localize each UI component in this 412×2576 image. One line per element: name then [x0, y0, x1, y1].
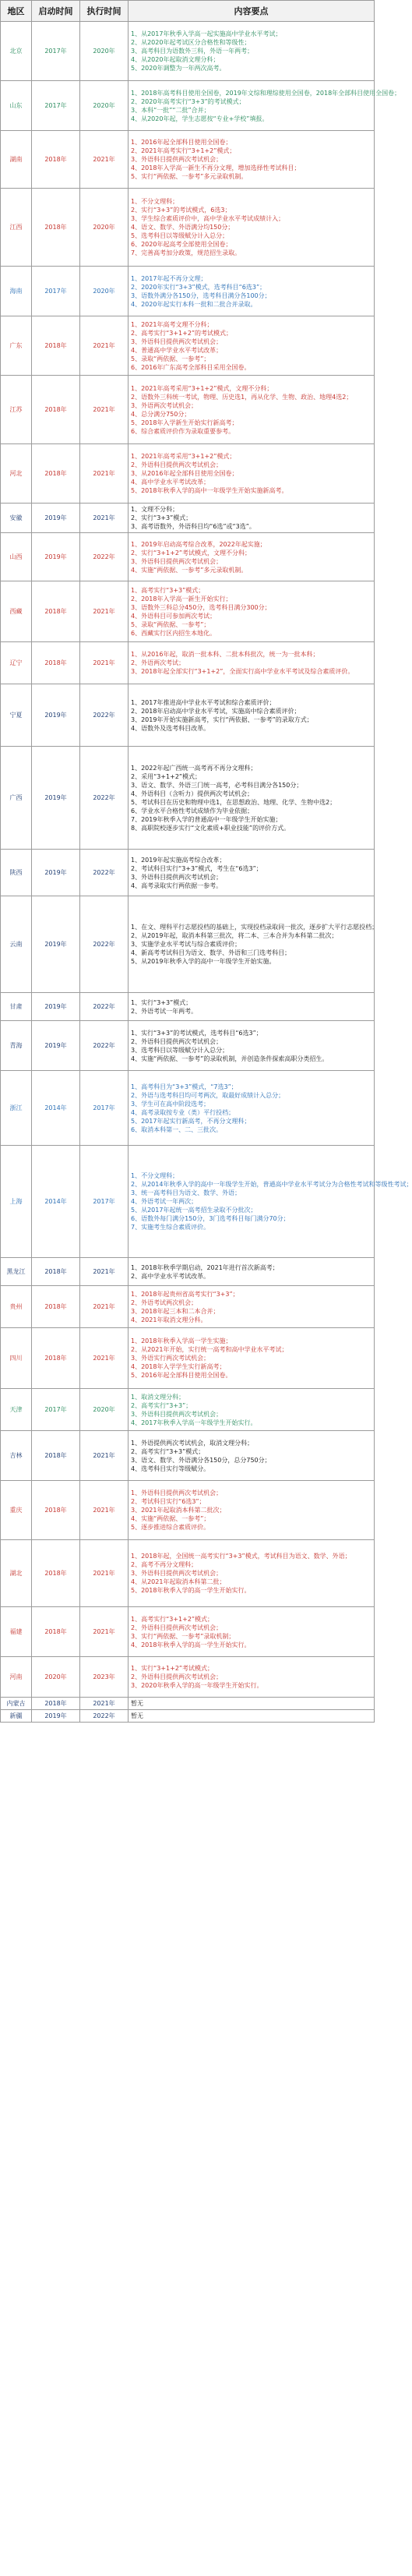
- exec-time-cell: 2022年: [80, 850, 129, 896]
- exec-time-cell: 2021年: [80, 581, 129, 642]
- content-point: 2、2020年高考实行“3+3”的考试模式；: [131, 97, 245, 105]
- content-point: 5、从2019年秋季入学的高中一年级学生开始实施。: [131, 958, 276, 965]
- content-point: 4、高考录取按专业（类）平行投档；: [131, 1108, 235, 1116]
- exec-time-cell: 2022年: [80, 747, 129, 850]
- content-point: 5、录取“两依据、一参考”；: [131, 355, 210, 362]
- content-point: 3、2020年秋季入学的高一年级学生开始实行。: [131, 1682, 263, 1689]
- content-point: 2、2020年实行“3+3”模式，选考科目“6选3”；: [131, 283, 266, 291]
- content-point: 2、实行“3+3”模式；: [131, 514, 192, 521]
- region-cell: 重庆: [1, 1481, 32, 1540]
- content-point: 4、语数外及选考科目改革。: [131, 724, 210, 732]
- exec-time-cell: 2021年: [80, 1328, 129, 1389]
- content-point: 3、实施学业水平考试与综合素质评价；: [131, 941, 241, 948]
- content-point: 2、2018年启动高中学业水平考试，实施高中综合素质评价；: [131, 707, 301, 715]
- content-cell: [129, 504, 375, 533]
- content-point: 3、高考科目为语数外三科，外语一年两考；: [131, 48, 254, 55]
- table-row: [1, 267, 375, 316]
- content-point: 3、2019年开始实施新高考，实行“两依据、一参考”的录取方式；: [131, 716, 313, 723]
- content-point: 7、完善高考加分政策，规范招生录取。: [131, 249, 241, 256]
- region-cell: 江西: [1, 189, 32, 267]
- table-row: [1, 1710, 375, 1723]
- exec-time-cell: 2020年: [80, 22, 129, 81]
- content-point: 4、普通高中学业水平考试改革；: [131, 346, 223, 354]
- content-point: 1、2021年高考采用“3+1+2”模式；: [131, 453, 236, 460]
- content-point: 4、2017年秋季入学高一年级学生开始实行。: [131, 1419, 257, 1426]
- content-point: 1、从2016年起，取消一批本科、二批本科批次，统一为一批本科；: [131, 651, 319, 658]
- exec-time-cell: 2021年: [80, 316, 129, 376]
- start-time-cell: 2019年: [32, 533, 80, 581]
- content-point: 1、2018年起贵州省高考实行“3+3”；: [131, 1290, 239, 1298]
- region-cell: 湖南: [1, 131, 32, 189]
- content-point: 5、2018年秋季入学的高中一年级学生开始实施新高考。: [131, 487, 288, 494]
- content-point: 3、语文、数学、外语满分各150分，总分750分；: [131, 1456, 271, 1464]
- exec-time-cell: 2022年: [80, 1021, 129, 1071]
- table-row: [1, 81, 375, 131]
- content-point: 5、2020年调整为一年两次高考。: [131, 65, 226, 72]
- region-cell: 广东: [1, 316, 32, 376]
- content-point: 3、从2016年起全部科目使用全国卷；: [131, 470, 238, 477]
- content-point: 6、综合素质评价作为录取重要参考。: [131, 427, 235, 435]
- content-point: 3、外语两次考试机会；: [131, 401, 198, 409]
- content-point: 4、高中学业水平考试改革；: [131, 479, 210, 486]
- content-cell: [129, 581, 375, 642]
- header-start-time: 启动时间: [32, 1, 80, 22]
- region-cell: 河南: [1, 1657, 32, 1698]
- content-point: 1、2017年起不再分文理；: [131, 274, 207, 282]
- start-time-cell: 2018年: [32, 1431, 80, 1481]
- content-point: 5、实行“两依据、一参考”多元录取机制。: [131, 173, 248, 180]
- content-cell: [129, 1698, 375, 1710]
- region-cell: 陕西: [1, 850, 32, 896]
- region-cell: 西藏: [1, 581, 32, 642]
- table-row: [1, 850, 375, 896]
- content-point: 3、外语科目提供两次考试机会；: [131, 1410, 223, 1418]
- region-cell: 山西: [1, 533, 32, 581]
- content-point: 6、学业水平合格性考试成绩作为毕业依据；: [131, 807, 254, 814]
- exec-time-cell: 2022年: [80, 993, 129, 1021]
- content-point: 4、新高考考试科目为语文、数学、外语和三门选考科目；: [131, 949, 291, 956]
- start-time-cell: 2017年: [32, 81, 80, 131]
- header-row: [1, 1, 375, 22]
- exec-time-cell: 2021年: [80, 131, 129, 189]
- region-cell: 云南: [1, 896, 32, 993]
- content-point: 4、实施“两依据、一参考”多元录取机制。: [131, 566, 248, 574]
- start-time-cell: 2019年: [32, 684, 80, 747]
- table-row: [1, 642, 375, 684]
- content-cell: [129, 189, 375, 267]
- content-point: 2、高考实行“3+3”模式；: [131, 1447, 205, 1455]
- content-point: 2、高考实行“3+3”；: [131, 1401, 192, 1409]
- content-point: 3、高考语数外，外语科目均“6选”或“3选”。: [131, 523, 255, 530]
- header-exec-time: 执行时间: [80, 1, 129, 22]
- content-point: 2、外语两次考试；: [131, 659, 185, 666]
- exec-time-cell: 2021年: [80, 1481, 129, 1540]
- content-cell: [129, 1328, 375, 1389]
- table-row: [1, 896, 375, 993]
- start-time-cell: 2019年: [32, 1710, 80, 1723]
- content-point: 3、统一高考科目为语文、数学、外语；: [131, 1189, 241, 1196]
- content-cell: [129, 993, 375, 1021]
- content-point: 4、2018年入学学生实行新高考；: [131, 1363, 226, 1370]
- content-cell: [129, 747, 375, 850]
- content-point: 5、2017年起实行新高考，不再分文理科；: [131, 1117, 251, 1125]
- start-time-cell: 2014年: [32, 1071, 80, 1146]
- table-row: [1, 504, 375, 533]
- content-point: 2、外语科目提供两次考试机会；: [131, 1673, 223, 1680]
- content-cell: [129, 267, 375, 316]
- region-cell: 北京: [1, 22, 32, 81]
- content-cell: [129, 896, 379, 993]
- content-point: 2、外语科目提供两次考试机会；: [131, 1037, 223, 1045]
- table-row: [1, 444, 375, 504]
- region-cell: 青海: [1, 1021, 32, 1071]
- exec-time-cell: 2021年: [80, 1607, 129, 1657]
- exec-time-cell: 2020年: [80, 267, 129, 316]
- region-cell: 河北: [1, 444, 32, 504]
- content-point: 3、语数外三科总分450分，选考科目满分300分；: [131, 603, 271, 611]
- content-cell: [129, 444, 375, 504]
- start-time-cell: 2019年: [32, 850, 80, 896]
- content-point: 1、实行“3+3”模式；: [131, 998, 192, 1006]
- region-cell: 上海: [1, 1146, 32, 1258]
- content-cell: [129, 642, 375, 684]
- content-point: 1、2019年启动高考综合改革，2022年起实施；: [131, 540, 266, 548]
- content-point: 2、采用“3+1+2”模式；: [131, 772, 202, 780]
- exec-time-cell: 2021年: [80, 1698, 129, 1710]
- region-cell: 贵州: [1, 1286, 32, 1328]
- content-point: 3、学生可在高中阶段选考；: [131, 1100, 210, 1108]
- exec-time-cell: 2020年: [80, 81, 129, 131]
- content-point: 3、实行“两依据、一参考”录取机制；: [131, 1632, 235, 1640]
- region-cell: 广西: [1, 747, 32, 850]
- content-cell: [129, 376, 375, 444]
- region-cell: 江苏: [1, 376, 32, 444]
- exec-time-cell: 2021年: [80, 376, 129, 444]
- content-cell: [129, 131, 375, 189]
- content-point: 5、2018年入学新生开始实行新高考；: [131, 419, 238, 426]
- table-row: [1, 747, 375, 850]
- content-point: 暂无: [131, 1700, 143, 1707]
- content-point: 5、逐步推进综合素质评价。: [131, 1524, 210, 1531]
- content-cell: [129, 533, 375, 581]
- content-cell: [129, 1481, 375, 1540]
- content-point: 2、外语考试一年两考。: [131, 1007, 198, 1015]
- start-time-cell: 2018年: [32, 444, 80, 504]
- start-time-cell: 2018年: [32, 642, 80, 684]
- content-point: 6、2020年起高考全部使用全国卷；: [131, 241, 232, 248]
- content-point: 4、从2020年起取消文理分科；: [131, 56, 220, 63]
- content-point: 2、实行“3+1+2”考试模式，文理不分科；: [131, 549, 252, 557]
- exec-time-cell: 2020年: [80, 189, 129, 267]
- start-time-cell: 2018年: [32, 581, 80, 642]
- content-point: 6、语数外每门满分150分，3门选考科目每门满分70分；: [131, 1215, 290, 1222]
- content-point: 1、实行“3+1+2”考试模式；: [131, 1665, 214, 1672]
- content-point: 4、总分满分750分；: [131, 410, 191, 418]
- start-time-cell: 2018年: [32, 1286, 80, 1328]
- content-point: 1、外语科目提供两次考试机会；: [131, 1489, 223, 1496]
- content-point: 4、外语科目（含听力）提供两次考试机会；: [131, 790, 254, 797]
- table-row: [1, 1657, 375, 1698]
- content-cell: [129, 1071, 375, 1146]
- header-region: 地区: [1, 1, 32, 22]
- table-row: [1, 1389, 375, 1431]
- content-point: 3、外语实行两次考试机会；: [131, 1355, 210, 1362]
- content-point: 2、高考实行“3+1+2”的考试模式；: [131, 329, 233, 337]
- region-cell: 福建: [1, 1607, 32, 1657]
- table-row: [1, 1071, 375, 1146]
- start-time-cell: 2018年: [32, 131, 80, 189]
- exec-time-cell: 2023年: [80, 1657, 129, 1698]
- content-point: 3、语数外满分各150分，选考科目满分各100分；: [131, 292, 271, 299]
- content-point: 1、2021年高考文理不分科；: [131, 320, 213, 328]
- table-row: [1, 993, 375, 1021]
- content-point: 2、实行“3+3”的考试模式，6选3；: [131, 207, 231, 214]
- region-cell: 四川: [1, 1328, 32, 1389]
- content-point: 3、外语科目提供两次考试机会；: [131, 873, 223, 881]
- region-cell: 宁夏: [1, 684, 32, 747]
- exec-time-cell: 2021年: [80, 1258, 129, 1286]
- exec-time-cell: 2020年: [80, 1389, 129, 1431]
- content-point: 2、2021年高考实行“3+1+2”模式；: [131, 147, 236, 154]
- table-row: [1, 376, 375, 444]
- start-time-cell: 2019年: [32, 993, 80, 1021]
- content-point: 2、从2021年开始，实行统一高考和高中学业水平考试；: [131, 1346, 288, 1353]
- region-cell: 海南: [1, 267, 32, 316]
- content-point: 1、不分文理科；: [131, 1172, 179, 1179]
- content-cell: [129, 316, 375, 376]
- start-time-cell: 2017年: [32, 267, 80, 316]
- content-point: 6、西藏实行区内招生本地化。: [131, 629, 217, 637]
- start-time-cell: 2019年: [32, 747, 80, 850]
- content-point: 7、实施考生综合素质评价。: [131, 1224, 210, 1231]
- content-point: 5、录取“两依据、一参考”；: [131, 620, 210, 628]
- content-cell: [129, 1286, 375, 1328]
- content-cell: [129, 1710, 375, 1723]
- content-point: 2、高中学业水平考试改革。: [131, 1272, 210, 1280]
- content-point: 3、2021年起取消本科第二批次；: [131, 1507, 226, 1514]
- content-cell: [129, 1258, 375, 1286]
- content-point: 1、2022年起广西统一高考再不再分文理科；: [131, 764, 257, 772]
- exec-time-cell: 2021年: [80, 1431, 129, 1481]
- region-cell: 浙江: [1, 1071, 32, 1146]
- content-point: 1、外语提供两次考试机会，取消文理分科；: [131, 1439, 254, 1447]
- content-point: 4、高考录取实行两依据一参考。: [131, 882, 223, 889]
- content-point: 2、外语科目提供两次考试机会；: [131, 1624, 223, 1631]
- region-cell: 安徽: [1, 504, 32, 533]
- table-row: [1, 22, 375, 81]
- table-row: [1, 533, 375, 581]
- content-point: 1、2018年起，全国统一高考实行“3+3”模式，考试科目为语文、数学、外语；: [131, 1553, 351, 1560]
- content-cell: [129, 22, 375, 81]
- content-point: 5、2018年秋季入学的高一学生开始实行。: [131, 1587, 251, 1594]
- content-point: 5、选考科目以等级赋分计入总分；: [131, 232, 229, 239]
- content-point: 3、本科“一批”“二批”合并；: [131, 106, 210, 114]
- exec-time-cell: 2021年: [80, 642, 129, 684]
- content-point: 4、2021年取消文理分科。: [131, 1316, 207, 1323]
- content-point: 2、语数外三科统一考试，物理、历史选1，再从化学、生物、政治、地理4选2；: [131, 393, 353, 401]
- region-cell: 甘肃: [1, 993, 32, 1021]
- content-point: 4、外语考试一年两次；: [131, 1198, 198, 1205]
- table-row: [1, 316, 375, 376]
- start-time-cell: 2020年: [32, 1657, 80, 1698]
- exec-time-cell: 2021年: [80, 1286, 129, 1328]
- exec-time-cell: 2021年: [80, 444, 129, 504]
- content-point: 1、取消文理分科；: [131, 1393, 185, 1401]
- content-point: 2、高考不再分文理科；: [131, 1561, 198, 1568]
- content-point: 2、考试科目实行“6选3”；: [131, 1498, 206, 1505]
- content-cell: [129, 850, 375, 896]
- table-row: [1, 1286, 375, 1328]
- content-point: 1、2021年高考采用“3+1+2”模式，文理不分科；: [131, 384, 273, 392]
- content-point: 1、2018年秋季入学高一学生实施；: [131, 1337, 232, 1345]
- content-point: 1、文理不分科；: [131, 506, 179, 513]
- table-row: [1, 1258, 375, 1286]
- start-time-cell: 2017年: [32, 1389, 80, 1431]
- start-time-cell: 2014年: [32, 1146, 80, 1258]
- table-row: [1, 1607, 375, 1657]
- region-cell: 山东: [1, 81, 32, 131]
- table-row: [1, 1328, 375, 1389]
- content-cell: [129, 1021, 375, 1071]
- content-point: 3、外语科目提供两次考试机会；: [131, 557, 223, 565]
- content-point: 4、从2021年起取消本科第二批；: [131, 1578, 226, 1585]
- table-row: [1, 1540, 375, 1607]
- content-cell: [129, 1146, 412, 1258]
- content-point: 1、2016年起全部科目使用全国卷；: [131, 139, 232, 146]
- table-row: [1, 684, 375, 747]
- start-time-cell: 2019年: [32, 1021, 80, 1071]
- content-point: 暂无: [131, 1712, 143, 1719]
- start-time-cell: 2018年: [32, 1481, 80, 1540]
- table-row: [1, 1481, 375, 1540]
- content-point: 6、2016年广东高考全部科目采用全国卷。: [131, 363, 251, 371]
- content-point: 1、高考实行“3+1+2”模式；: [131, 1615, 214, 1623]
- exec-time-cell: 2022年: [80, 896, 129, 993]
- content-point: 1、2018年高考科目使用全国卷，2019年文综和理综使用全国卷，2018年全部科目使用全国卷；: [131, 89, 401, 97]
- content-point: 7、2019年秋季入学的普通高中一年级学生开始实施；: [131, 815, 282, 823]
- start-time-cell: 2018年: [32, 376, 80, 444]
- start-time-cell: 2018年: [32, 1258, 80, 1286]
- content-point: 1、2017年推进高中学业水平考试和综合素质评价；: [131, 698, 276, 706]
- table-row: [1, 581, 375, 642]
- content-point: 3、学生综合素质评价中，高中学业水平考试成绩计入；: [131, 215, 285, 222]
- content-point: 5、考试科目在历史和物理中选1，在思想政治、地理、化学、生物中选2；: [131, 798, 336, 806]
- content-cell: [129, 1657, 375, 1698]
- exec-time-cell: 2021年: [80, 1540, 129, 1607]
- content-point: 1、高考实行“3+3”模式；: [131, 586, 205, 594]
- content-point: 3、2018年起三本和二本合并；: [131, 1307, 220, 1315]
- content-cell: [129, 1389, 375, 1431]
- start-time-cell: 2018年: [32, 1540, 80, 1607]
- start-time-cell: 2019年: [32, 896, 80, 993]
- table-row: [1, 1146, 375, 1258]
- content-point: 5、2016年起全部科目使用全国卷。: [131, 1372, 232, 1379]
- table-row: [1, 1698, 375, 1710]
- content-cell: [129, 1607, 375, 1657]
- start-time-cell: 2018年: [32, 316, 80, 376]
- content-point: 2、2018年入学高一新生开始实行；: [131, 595, 232, 602]
- content-point: 5、从2017年起统一高考招生录取不分批次；: [131, 1207, 257, 1214]
- content-point: 4、2018年秋季入学的高一学生开始实行。: [131, 1641, 251, 1648]
- content-point: 4、实施“两依据、一参考”；: [131, 1515, 210, 1522]
- start-time-cell: 2018年: [32, 1607, 80, 1657]
- content-cell: [129, 684, 375, 747]
- content-point: 3、外语科目提供两次考试机会；: [131, 337, 223, 345]
- region-cell: 黑龙江: [1, 1258, 32, 1286]
- content-point: 4、2018年入学高一新生不再分文理，增加选择性考试科目；: [131, 164, 301, 171]
- exec-time-cell: 2021年: [80, 504, 129, 533]
- content-cell: [129, 1431, 375, 1481]
- region-cell: 新疆: [1, 1710, 32, 1723]
- content-point: 1、实行“3+3”的考试模式，选考科目“6选3”；: [131, 1029, 262, 1037]
- region-cell: 内蒙古: [1, 1698, 32, 1710]
- content-point: 1、不分文理科；: [131, 198, 179, 205]
- region-cell: 辽宁: [1, 642, 32, 684]
- content-point: 4、选考科目实行等级赋分。: [131, 1465, 210, 1472]
- content-point: 3、选考科目以等级赋分计入总分；: [131, 1046, 229, 1054]
- start-time-cell: 2018年: [32, 189, 80, 267]
- content-point: 2、从2020年起考试区分合格性和等级性；: [131, 39, 251, 46]
- table-row: [1, 1021, 375, 1071]
- content-point: 4、外语科目可参加两次考试；: [131, 612, 217, 620]
- content-point: 4、2020年起实行本科一批和二批合并录取。: [131, 300, 257, 308]
- content-point: 3、外语科目提供两次考试机会；: [131, 156, 223, 163]
- table-row: [1, 189, 375, 267]
- content-point: 3、语文、数学、外语三门统一高考，必考科目满分各150分；: [131, 781, 303, 789]
- table-row: [1, 1431, 375, 1481]
- content-point: 4、从2020年起，学生志愿按“专业+学校”填报。: [131, 115, 269, 122]
- content-point: 2、从2014年秋季入学的高中一年级学生开始，普通高中学业水平考试分为合格性考试和等级性考试；: [131, 1181, 412, 1188]
- content-point: 4、实施“两依据、一参考”的录取机制，并创造条件探索高职分类招生。: [131, 1055, 329, 1062]
- content-point: 1、2019年起实施高考综合改革；: [131, 856, 226, 864]
- exec-time-cell: 2022年: [80, 533, 129, 581]
- content-point: 2、从2019年起，取消本科第三批次，将二本、三本合并为本科第二批次；: [131, 932, 338, 939]
- content-point: 3、外语科目提供两次考试机会；: [131, 1570, 223, 1577]
- content-point: 2、外语与选考科目均可考两次，取最好成绩计入总分；: [131, 1091, 285, 1099]
- content-point: 6、取消本科第一、二、三批次。: [131, 1125, 223, 1133]
- content-point: 2、外语科目提供两次考试机会；: [131, 461, 223, 468]
- exec-time-cell: 2017年: [80, 1071, 129, 1146]
- start-time-cell: 2018年: [32, 1698, 80, 1710]
- exec-time-cell: 2022年: [80, 1710, 129, 1723]
- header-content: 内容要点: [129, 1, 375, 22]
- content-cell: [129, 81, 401, 131]
- content-point: 2、外语考试两次机会；: [131, 1299, 198, 1306]
- content-point: 2、考试科目实行“3+3”模式，考生在“6选3”；: [131, 864, 262, 872]
- exec-time-cell: 2022年: [80, 684, 129, 747]
- region-cell: 湖北: [1, 1540, 32, 1607]
- start-time-cell: 2017年: [32, 22, 80, 81]
- content-point: 3、2018年起全部实行“3+1+2”，全面实行高中学业水平考试及综合素质评价。: [131, 668, 354, 675]
- content-point: 1、从2017年秋季入学高一起实施高中学业水平考试；: [131, 30, 282, 37]
- exec-time-cell: 2017年: [80, 1146, 129, 1258]
- table-row: [1, 131, 375, 189]
- content-point: 8、高职院校逐步实行“文化素质+职业技能”的评价方式。: [131, 824, 291, 832]
- start-time-cell: 2018年: [32, 1328, 80, 1389]
- start-time-cell: 2019年: [32, 504, 80, 533]
- content-point: 1、2018年秋季学期启动，2021年进行首次新高考；: [131, 1263, 279, 1271]
- content-point: 1、高考科目为“3+3”模式，“7选3”；: [131, 1083, 238, 1090]
- content-point: 1、在文、理科平行志愿投档的基础上，实现投档录取同一批次，逐步扩大平行志愿投档；: [131, 924, 379, 931]
- region-cell: 吉林: [1, 1431, 32, 1481]
- content-point: 4、语文、数学、外语满分均150分；: [131, 224, 234, 231]
- region-cell: 天津: [1, 1389, 32, 1431]
- content-cell: [129, 1540, 375, 1607]
